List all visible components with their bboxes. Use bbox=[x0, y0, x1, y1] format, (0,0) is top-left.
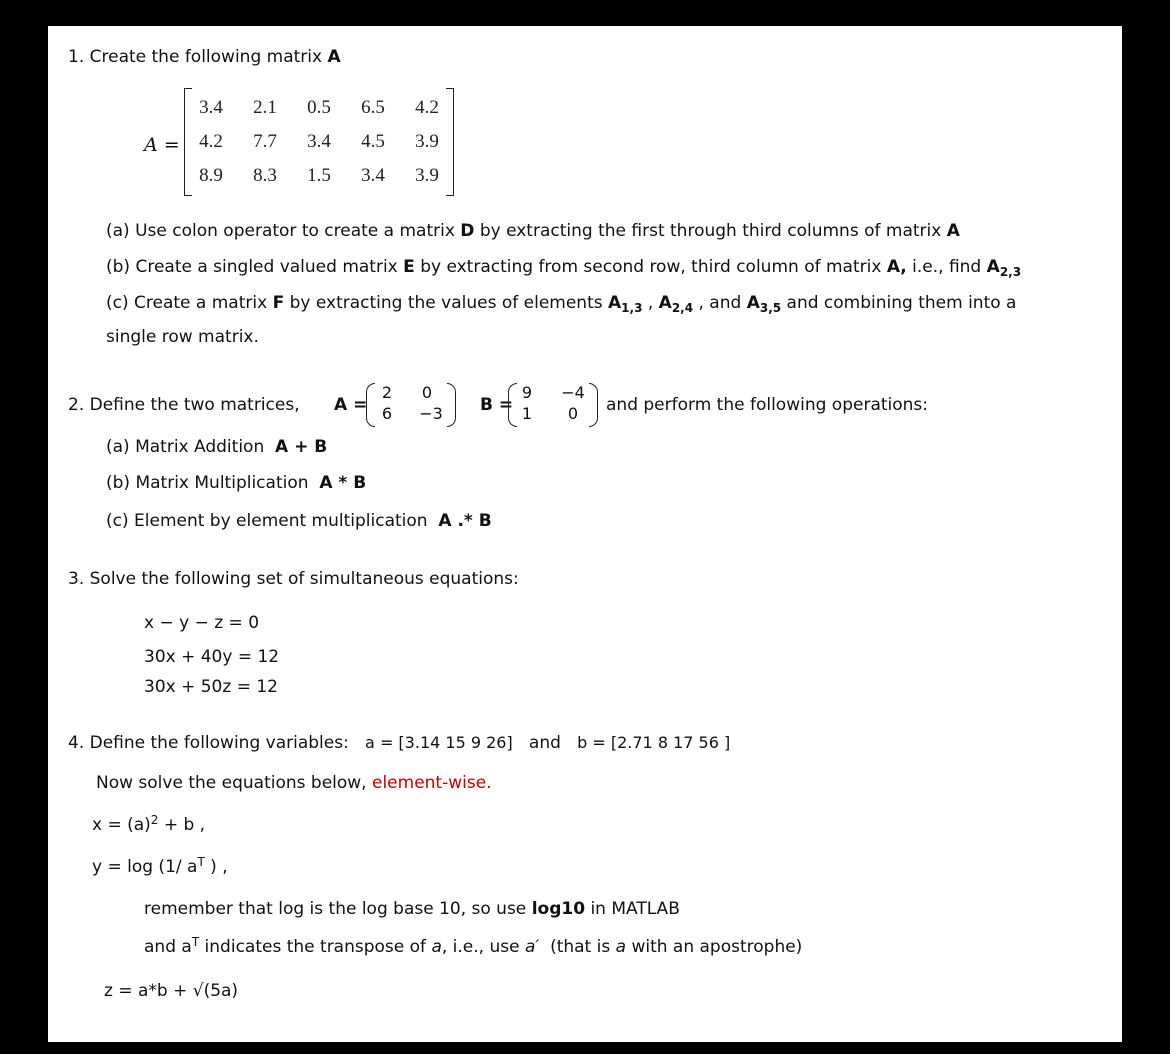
problem-1c-line2: single row matrix. bbox=[106, 327, 259, 347]
problem-4-heading: 4. Define the following variables: a = [3.14 15 9 26] and b = [2.71 8 17 56 ] bbox=[68, 733, 731, 753]
equation-3: 30x + 50z = 12 bbox=[144, 677, 278, 697]
matrix-cell: 2 bbox=[381, 383, 393, 402]
matrix-a2-label: A = bbox=[334, 395, 368, 415]
x-equation: $x = (a)^2 + b$ , bbox=[92, 813, 206, 835]
matrix-cell: 1.5 bbox=[307, 165, 331, 186]
log-note: remember that log is the log base 10, so use log10 in MATLAB bbox=[144, 899, 680, 919]
matrix-cell: −3 bbox=[419, 404, 443, 423]
matrix-cell: 3.9 bbox=[415, 165, 439, 186]
matrix-cell: 4.2 bbox=[199, 131, 223, 152]
right-paren bbox=[447, 383, 456, 427]
matrix-cell: 9 bbox=[521, 383, 533, 402]
matrix-cell: 7.7 bbox=[253, 131, 277, 152]
matrix-a2 bbox=[366, 383, 456, 429]
document-page bbox=[48, 26, 1122, 1042]
problem-2b: (b) Matrix Multiplication A * B bbox=[106, 473, 367, 493]
problem-2-tail: and perform the following operations: bbox=[606, 395, 929, 415]
y-equation: y = log (1/ $a^T$ ) , bbox=[92, 855, 228, 877]
problem-3-heading: 3. Solve the following set of simultaneous equations: bbox=[68, 569, 519, 589]
matrix-a bbox=[184, 88, 454, 196]
problem-1c: (c) Create a matrix F by extracting the values of elements $A_{1,3}$ , $A_{2,4}$ , and $A_{3,5}$ and combining them into a bbox=[106, 293, 1017, 315]
problem-1a: (a) Use colon operator to create a matrix D by extracting the first through third columns of matrix A bbox=[106, 221, 960, 241]
problem-1b: (b) Create a singled valued matrix E by extracting from second row, third column of matrix A, i.e., find $A_{2,3}$ bbox=[106, 257, 1022, 279]
right-paren bbox=[589, 383, 598, 427]
matrix-cell: 0.5 bbox=[307, 97, 331, 118]
matrix-cell: 2.1 bbox=[253, 97, 277, 118]
matrix-cell: 6 bbox=[381, 404, 393, 423]
matrix-b2-label: B = bbox=[480, 395, 514, 415]
matrix-cell: 3.4 bbox=[361, 165, 385, 186]
matrix-a-label: A = bbox=[144, 134, 180, 156]
equation-1: x − y − z = 0 bbox=[144, 613, 260, 633]
matrix-cell: 3.4 bbox=[199, 97, 223, 118]
problem-2-heading: 2. Define the two matrices, bbox=[68, 395, 300, 415]
matrix-cell: −4 bbox=[561, 383, 585, 402]
z-equation: z = a*b + √(5a) bbox=[104, 981, 239, 1001]
matrix-cell: 6.5 bbox=[361, 97, 385, 118]
equation-2: 30x + 40y = 12 bbox=[144, 647, 280, 667]
problem-1-heading: 1. Create the following matrix A bbox=[68, 47, 341, 67]
matrix-cell: 0 bbox=[421, 383, 433, 402]
problem-2a: (a) Matrix Addition A + B bbox=[106, 437, 328, 457]
matrix-cell: 4.2 bbox=[415, 97, 439, 118]
problem-2c: (c) Element by element multiplication A .* B bbox=[106, 511, 492, 531]
matrix-cell: 0 bbox=[567, 404, 579, 423]
matrix-cell: 8.3 bbox=[253, 165, 277, 186]
matrix-b2 bbox=[508, 383, 598, 429]
matrix-cell: 4.5 bbox=[361, 131, 385, 152]
transpose-note: and $a^T$ indicates the transpose of a, i.e., use a′ (that is a with an apostrophe) bbox=[144, 935, 803, 957]
matrix-cell: 8.9 bbox=[199, 165, 223, 186]
matrix-cell: 3.4 bbox=[307, 131, 331, 152]
problem-4-instructions: Now solve the equations below, element-wise. bbox=[96, 773, 492, 793]
matrix-cell: 1 bbox=[521, 404, 533, 423]
matrix-cell: 3.9 bbox=[415, 131, 439, 152]
